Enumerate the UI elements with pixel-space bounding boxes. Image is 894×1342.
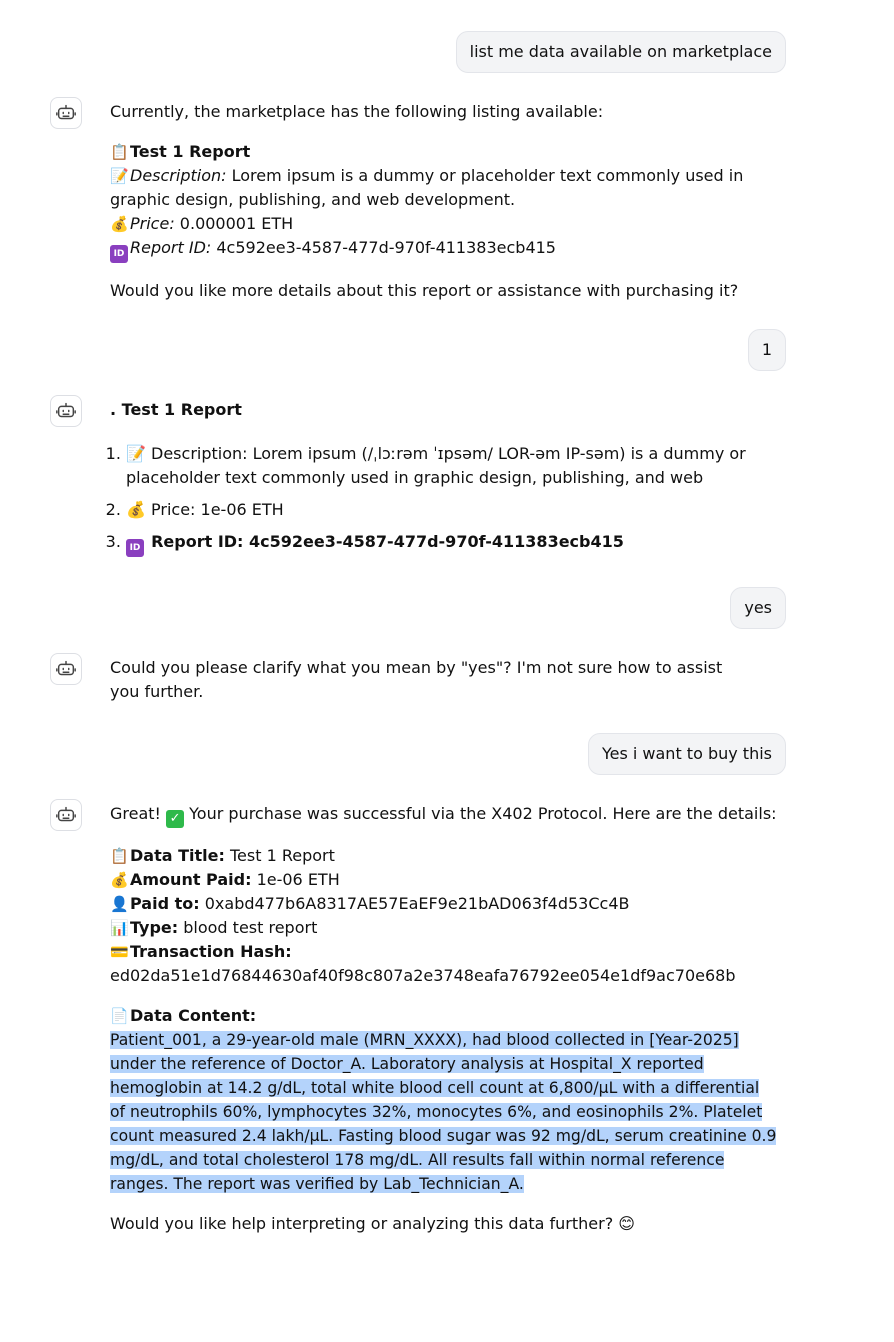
bot-avatar	[50, 97, 82, 129]
content-line: under the reference of Doctor_A. Laboratory analysis at Hospital_X reported	[110, 1055, 704, 1073]
money-bag-icon: 💰	[110, 215, 129, 233]
chart-icon: 📊	[110, 919, 129, 937]
listing-price: 0.000001 ETH	[179, 214, 294, 233]
listing-title-line	[110, 140, 780, 164]
listing-price-line	[110, 212, 780, 236]
robot-icon	[55, 400, 77, 422]
robot-icon	[55, 102, 77, 124]
bot-message	[110, 398, 780, 565]
closing-question: Would you like help interpreting or analyzing this data further? 😊	[110, 1214, 635, 1233]
bot-message	[110, 100, 780, 303]
list-item	[126, 530, 780, 557]
report-details-list	[110, 442, 780, 557]
price-label: Price:	[130, 214, 175, 233]
listing-title: Test 1 Report	[130, 142, 251, 161]
content-line: ranges. The report was verified by Lab_Technician_A.	[110, 1175, 524, 1193]
list-item	[126, 498, 780, 522]
paid-to-line	[110, 892, 780, 916]
content-line: count measured 2.4 lakh/µL. Fasting blood sugar was 92 mg/dL, serum creatinine 0.9	[110, 1127, 777, 1145]
content-line: hemoglobin at 14.2 g/dL, total white blood cell count at 6,800/µL with a differential	[110, 1079, 760, 1097]
bot-message	[110, 656, 750, 704]
bot-avatar	[50, 799, 82, 831]
data-title-label: Data Title:	[130, 846, 225, 865]
robot-icon	[55, 804, 77, 826]
report-heading	[110, 398, 780, 422]
money-bag-icon: 💰	[110, 871, 129, 889]
bot-message-intro: Currently, the marketplace has the following listing available:	[110, 102, 604, 121]
clarify-text: Could you please clarify what you mean by "yes"? I'm not sure how to assist you further.	[110, 658, 723, 701]
user-message	[748, 329, 786, 371]
credit-card-icon: 💳	[110, 943, 129, 961]
paid-to-label: Paid to:	[130, 894, 200, 913]
data-title-line	[110, 844, 780, 868]
bot-message-question: Would you like more details about this report or assistance with purchasing it?	[110, 281, 739, 300]
data-title-value: Test 1 Report	[229, 846, 335, 865]
listing-report-id-line	[110, 236, 780, 263]
list-item-text: Price: 1e-06 ETH	[151, 500, 284, 519]
memo-icon: 📝	[126, 444, 146, 463]
user-message-text: Yes i want to buy this	[601, 744, 772, 763]
amount-paid-label: Amount Paid:	[130, 870, 252, 889]
listing-report-id: 4c592ee3-4587-477d-970f-411383ecb415	[216, 238, 556, 257]
user-message-text: yes	[744, 598, 772, 617]
list-item-text: Report ID: 4c592ee3-4587-477d-970f-411383ecb415	[151, 532, 624, 551]
amount-paid-line	[110, 868, 780, 892]
list-item-text: Description: Lorem ipsum (/ˌlɔːrəm ˈɪpsəm/ LOR-əm IP-səm) is a dummy or placeholder text commonly used in graphic design, publishing, and web	[126, 444, 746, 487]
list-item	[126, 442, 780, 490]
type-label: Type:	[130, 918, 179, 937]
id-icon: ID	[110, 245, 128, 263]
user-message	[730, 587, 786, 629]
bot-message	[110, 802, 780, 1236]
transaction-hash-label: Transaction Hash:	[130, 942, 292, 961]
id-icon: ID	[126, 539, 144, 557]
data-content-line	[110, 1004, 780, 1028]
type-line	[110, 916, 780, 940]
bot-avatar	[50, 395, 82, 427]
purchase-intro	[110, 802, 780, 828]
paid-to-value: 0xabd477b6A8317AE57EaEF9e21bAD063f4d53Cc4B	[204, 894, 630, 913]
user-message	[456, 31, 786, 73]
memo-icon: 📝	[110, 167, 129, 185]
data-content-text[interactable]	[110, 1028, 780, 1196]
type-value: blood test report	[183, 918, 318, 937]
content-line: of neutrophils 60%, lymphocytes 32%, monocytes 6%, and eosinophils 2%. Platelet	[110, 1103, 763, 1121]
person-icon: 👤	[110, 895, 129, 913]
purchase-intro-great: Great!	[110, 804, 161, 823]
user-message-text: 1	[761, 340, 772, 359]
page-icon: 📄	[110, 1007, 129, 1025]
check-icon: ✓	[166, 810, 184, 828]
clipboard-icon: 📋	[110, 143, 129, 161]
robot-icon	[55, 658, 77, 680]
money-bag-icon: 💰	[126, 500, 146, 519]
purchase-intro-text: Your purchase was successful via the X402 Protocol. Here are the details:	[189, 804, 777, 823]
user-message	[588, 733, 786, 775]
report-heading-title: Test 1 Report	[121, 400, 242, 419]
amount-paid-value: 1e-06 ETH	[256, 870, 340, 889]
report-id-label: Report ID:	[130, 238, 212, 257]
bot-avatar	[50, 653, 82, 685]
content-line: Patient_001, a 29-year-old male (MRN_XXXX), had blood collected in [Year-2025]	[110, 1031, 739, 1049]
listing-description-line	[110, 164, 780, 212]
listing-description: Lorem ipsum is a dummy or placeholder text commonly used in graphic design, publishing, and web development.	[110, 166, 744, 209]
transaction-hash-value: ed02da51e1d76844630af40f98c807a2e3748eafa76792ee054e1df9ac70e68b	[110, 966, 736, 985]
transaction-hash-line	[110, 940, 780, 964]
description-label: Description:	[130, 166, 227, 185]
user-message-text: list me data available on marketplace	[469, 42, 772, 61]
clipboard-icon: 📋	[110, 847, 129, 865]
content-line: mg/dL, and total cholesterol 178 mg/dL. All results fall within normal reference	[110, 1151, 725, 1169]
report-heading-prefix: .	[110, 400, 122, 419]
data-content-label: Data Content:	[130, 1006, 257, 1025]
